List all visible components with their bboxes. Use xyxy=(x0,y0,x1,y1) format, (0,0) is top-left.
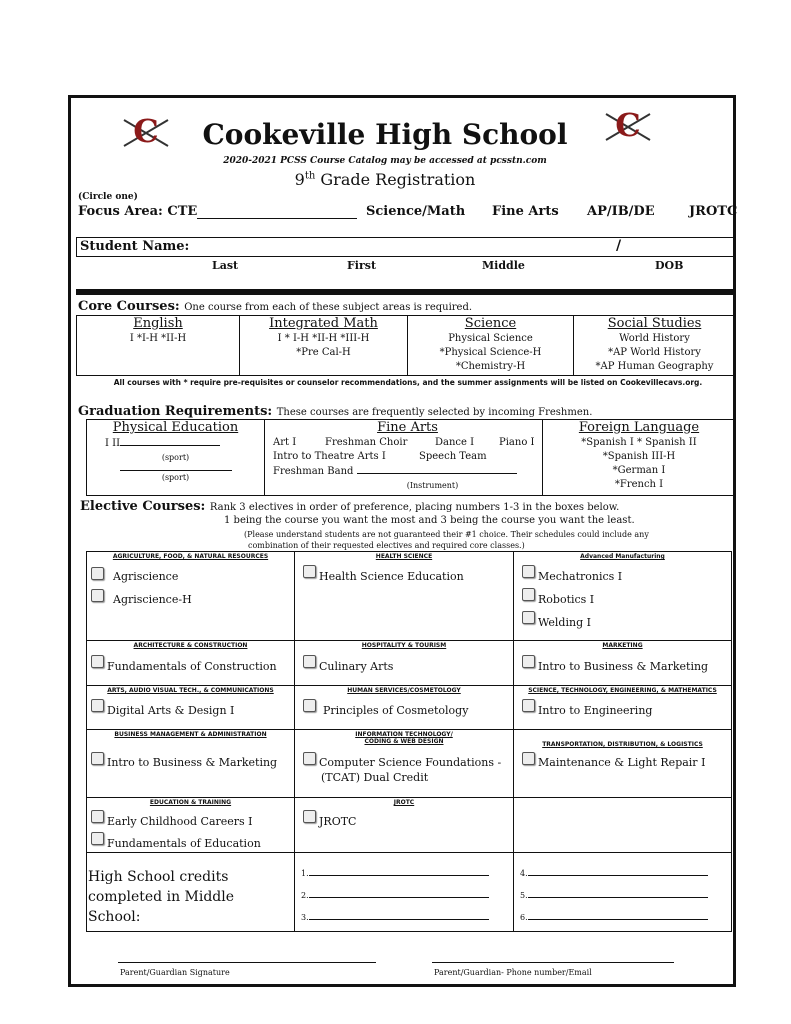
grad-fine-arts[interactable]: Fine Arts Art I Freshman Choir Dance I Piano I Intro to Theatre Arts I Speech Team Freshman Band (Instrument) xyxy=(265,420,543,495)
course-tcat-dual-credit: (TCAT) Dual Credit xyxy=(321,771,429,784)
course-early-childhood: Early Childhood Careers I xyxy=(107,815,253,828)
credits-label-cell xyxy=(87,853,295,931)
course-mechatronics: Mechatronics I xyxy=(538,570,623,583)
checkbox-icon[interactable] xyxy=(91,810,104,823)
contact-label: Parent/Guardian- Phone number/Email xyxy=(434,968,592,977)
checkbox-icon[interactable] xyxy=(303,565,316,578)
prereq-note: All courses with * require pre-requisites or counselor recommendations, and the summer assignments will be listed on Cookevillecavs.org. xyxy=(113,378,703,387)
checkbox-icon[interactable] xyxy=(303,810,316,823)
graduation-table xyxy=(86,419,736,496)
course-robotics: Robotics I xyxy=(538,593,595,606)
checkbox-icon[interactable] xyxy=(91,699,104,712)
course-fundamentals-construction: Fundamentals of Construction xyxy=(107,660,277,673)
cluster-agriculture: AGRICULTURE, FOOD, & NATURAL RESOURCES Agriscience Agriscience-H xyxy=(87,552,295,641)
cte-blank[interactable] xyxy=(197,206,357,219)
elective-note-2: combination of their requested electives and required core classes.) xyxy=(248,541,525,550)
credits-col-1 xyxy=(295,853,514,931)
focus-option-science-math[interactable]: Science/Math xyxy=(366,204,466,219)
course-intro-business-marketing-2: Intro to Business & Marketing xyxy=(107,756,278,769)
checkbox-icon[interactable] xyxy=(303,699,316,712)
svg-text:C: C xyxy=(615,106,641,144)
focus-option-cte[interactable]: CTE xyxy=(167,204,198,219)
checkbox-icon[interactable] xyxy=(303,752,316,765)
course-health-science: Health Science Education xyxy=(319,570,464,583)
form-title: 9th Grade Registration xyxy=(294,170,476,189)
core-courses-table xyxy=(76,315,736,376)
cluster-stem: SCIENCE, TECHNOLOGY, ENGINEERING, & MATHEMATICS Intro to Engineering xyxy=(514,686,731,730)
course-computer-science: Computer Science Foundations - xyxy=(319,756,502,769)
checkbox-icon[interactable] xyxy=(522,655,535,668)
signature-label: Parent/Guardian Signature xyxy=(120,968,230,977)
course-agriscience-h: Agriscience-H xyxy=(113,593,192,606)
course-culinary-arts: Culinary Arts xyxy=(319,660,394,673)
core-math[interactable]: Integrated Math I * I-H *II-H *III-H *Pre Cal-H xyxy=(240,316,408,375)
cluster-advanced-manufacturing: Advanced Manufacturing Mechatronics I Robotics I Welding I xyxy=(514,552,731,641)
circle-one-note: (Circle one) xyxy=(78,192,138,202)
grad-pe[interactable]: Physical Education I II (sport) (sport) xyxy=(87,420,265,495)
elective-heading: Elective Courses: Rank 3 electives in order of preference, placing numbers 1-3 in the boxes below. xyxy=(80,499,620,514)
checkbox-icon[interactable] xyxy=(522,611,535,624)
checkbox-icon[interactable] xyxy=(91,567,104,580)
course-maintenance-repair: Maintenance & Light Repair I xyxy=(538,756,706,769)
checkbox-icon[interactable] xyxy=(303,655,316,668)
core-courses-heading: Core Courses: One course from each of these subject areas is required. xyxy=(78,299,473,314)
course-jrotc: JROTC xyxy=(319,815,357,828)
empty-cell xyxy=(514,798,731,853)
cluster-information-technology: INFORMATION TECHNOLOGY/ CODING & WEB DESIGN Computer Science Foundations - (TCAT) Dual Credit xyxy=(295,730,514,798)
focus-area-row xyxy=(78,204,738,219)
school-title: Cookeville High School xyxy=(202,118,568,151)
course-intro-engineering: Intro to Engineering xyxy=(538,704,653,717)
checkbox-icon[interactable] xyxy=(91,832,104,845)
core-english[interactable]: English I *I-H *II-H xyxy=(77,316,240,375)
checkbox-icon[interactable] xyxy=(522,752,535,765)
focus-area-label: Focus Area: xyxy=(78,204,163,219)
cluster-jrotc: JROTC JROTC xyxy=(295,798,514,853)
credit-line-6[interactable]: 6. xyxy=(520,911,708,922)
core-social-studies[interactable]: Social Studies World History *AP World History *AP Human Geography xyxy=(595,316,714,372)
credits-label: High School credits completed in Middle School: xyxy=(88,869,235,925)
elective-grid xyxy=(86,551,732,932)
focus-option-ap-ib-de[interactable]: AP/IB/DE xyxy=(587,204,655,219)
name-dob-separator: / xyxy=(616,238,622,254)
cluster-health-science: HEALTH SCIENCE Health Science Education xyxy=(295,552,514,641)
grad-foreign-language[interactable]: Foreign Language *Spanish I * Spanish II *Spanish III-H *German I *French I xyxy=(578,420,700,490)
core-science[interactable]: Science Physical Science *Physical Science-H *Chemistry-H xyxy=(408,316,574,375)
last-label: Last xyxy=(212,259,239,272)
svg-text:C: C xyxy=(133,112,159,150)
checkbox-icon[interactable] xyxy=(522,699,535,712)
course-welding: Welding I xyxy=(538,616,591,629)
cluster-business: BUSINESS MANAGEMENT & ADMINISTRATION Intro to Business & Marketing xyxy=(87,730,295,798)
cluster-education: EDUCATION & TRAINING Early Childhood Careers I Fundamentals of Education xyxy=(87,798,295,853)
course-cosmetology: Principles of Cosmetology xyxy=(323,704,469,717)
checkbox-icon[interactable] xyxy=(91,655,104,668)
focus-option-fine-arts[interactable]: Fine Arts xyxy=(492,204,559,219)
credit-line-1[interactable]: 1. xyxy=(301,867,489,878)
signature-line[interactable] xyxy=(118,962,376,963)
contact-line[interactable] xyxy=(432,962,674,963)
checkbox-icon[interactable] xyxy=(522,588,535,601)
first-label: First xyxy=(347,259,377,272)
cluster-architecture: ARCHITECTURE & CONSTRUCTION Fundamentals of Construction xyxy=(87,641,295,686)
cluster-arts-av: ARTS, AUDIO VISUAL TECH., & COMMUNICATIONS Digital Arts & Design I xyxy=(87,686,295,730)
section-divider xyxy=(76,289,736,295)
elective-note-1: (Please understand students are not guaranteed their #1 choice. Their schedules could include any xyxy=(244,530,649,539)
checkbox-icon[interactable] xyxy=(91,589,104,602)
middle-label: Middle xyxy=(482,259,525,272)
graduation-heading: Graduation Requirements: These courses are frequently selected by incoming Freshmen. xyxy=(78,404,593,419)
cluster-marketing: MARKETING Intro to Business & Marketing xyxy=(514,641,731,686)
catalog-note: 2020-2021 PCSS Course Catalog may be accessed at pcsstn.com xyxy=(223,156,547,166)
credit-line-5[interactable]: 5. xyxy=(520,889,708,900)
credit-line-2[interactable]: 2. xyxy=(301,889,489,900)
course-intro-business-marketing: Intro to Business & Marketing xyxy=(538,660,709,673)
credit-line-4[interactable]: 4. xyxy=(520,867,708,878)
checkbox-icon[interactable] xyxy=(91,752,104,765)
cluster-hospitality: HOSPITALITY & TOURISM Culinary Arts xyxy=(295,641,514,686)
checkbox-icon[interactable] xyxy=(522,565,535,578)
credit-line-3[interactable]: 3. xyxy=(301,911,489,922)
course-digital-arts: Digital Arts & Design I xyxy=(107,704,235,717)
course-agriscience: Agriscience xyxy=(113,570,179,583)
credits-col-2 xyxy=(514,853,731,931)
cluster-human-services: HUMAN SERVICES/COSMETOLOGY Principles of Cosmetology xyxy=(295,686,514,730)
elective-instructions: 1 being the course you want the most and 3 being the course you want the least. xyxy=(224,515,635,526)
dob-label: DOB xyxy=(655,259,684,272)
course-fundamentals-education: Fundamentals of Education xyxy=(107,837,261,850)
focus-option-jrotc[interactable]: JROTC xyxy=(689,204,738,219)
student-name-label: Student Name: xyxy=(80,239,190,254)
cluster-transportation: TRANSPORTATION, DISTRIBUTION, & LOGISTICS Maintenance & Light Repair I xyxy=(514,730,731,798)
